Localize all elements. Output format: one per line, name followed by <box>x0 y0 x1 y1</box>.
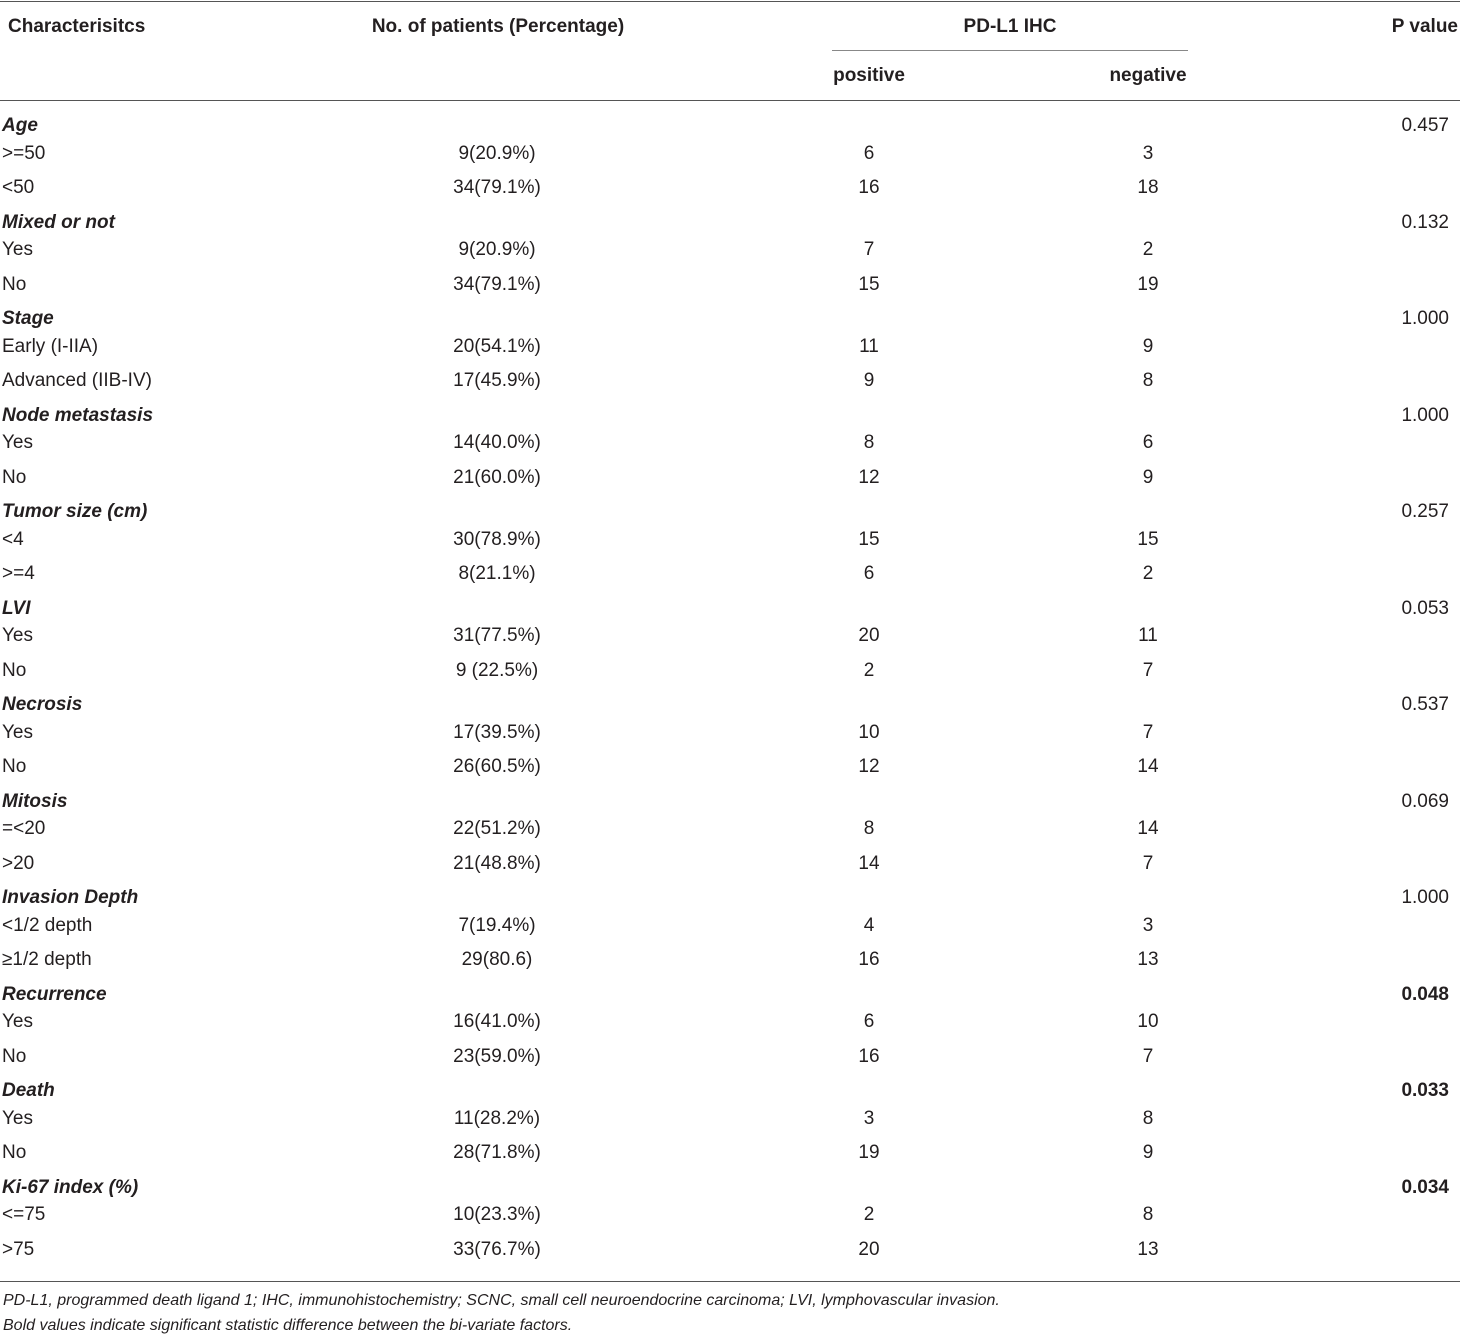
row-label: <4 <box>2 528 24 550</box>
negative-cell: 9 <box>1142 1142 1154 1163</box>
positive-cell: 7 <box>863 239 875 260</box>
patients-cell: 17(39.5%) <box>453 721 541 743</box>
positive-cell: 8 <box>863 818 875 839</box>
positive-cell: 19 <box>858 1142 880 1163</box>
patients-cell: 20(54.1%) <box>453 335 541 357</box>
category-label: Mitosis <box>2 790 68 812</box>
patients-cell: 9(20.9%) <box>458 239 536 260</box>
row-label: >75 <box>2 1238 35 1260</box>
row-label: Yes <box>2 625 33 646</box>
row-label: ≥1/2 depth <box>2 949 92 970</box>
positive-cell: 16 <box>858 177 880 198</box>
positive-cell: 10 <box>858 721 880 743</box>
patients-cell: 16(41.0%) <box>453 1011 541 1032</box>
negative-cell: 7 <box>1142 852 1154 874</box>
negative-cell: 8 <box>1142 1204 1154 1225</box>
negative-cell: 8 <box>1142 370 1154 391</box>
negative-cell: 10 <box>1137 1011 1159 1032</box>
p-value: 0.034 <box>1401 1176 1449 1198</box>
positive-cell: 4 <box>863 914 875 936</box>
category-label: Ki-67 index (%) <box>2 1176 139 1198</box>
positive-cell: 9 <box>863 370 875 391</box>
p-value: 0.069 <box>1401 790 1449 812</box>
positive-cell: 20 <box>858 625 880 646</box>
negative-cell: 3 <box>1142 914 1154 936</box>
row-label: Yes <box>2 721 33 743</box>
table-top-rule <box>0 1 1460 2</box>
negative-cell: 9 <box>1142 466 1154 488</box>
p-value: 1.000 <box>1401 887 1449 908</box>
header-negative: negative <box>1109 65 1187 86</box>
row-label: No <box>2 659 27 681</box>
header-positive: positive <box>833 65 905 86</box>
patients-cell: 9 (22.5%) <box>455 659 539 681</box>
p-value: 0.053 <box>1401 597 1449 619</box>
negative-cell: 2 <box>1142 563 1154 584</box>
footnote-abbreviations: PD-L1, programmed death ligand 1; IHC, immunohistochemistry; SCNC, small cell neuroendocrine carcinoma; LVI, lymphovascular invasion. <box>3 1292 1000 1309</box>
row-label: <=75 <box>2 1204 46 1225</box>
positive-cell: 6 <box>863 563 875 584</box>
positive-cell: 2 <box>863 1204 875 1225</box>
patients-cell: 21(48.8%) <box>453 852 541 874</box>
header-bottom-rule <box>0 100 1460 101</box>
p-value: 0.457 <box>1401 115 1449 136</box>
patients-cell: 11(28.2%) <box>453 1107 541 1129</box>
category-label: Tumor size (cm) <box>2 501 148 522</box>
category-label: Death <box>2 1080 55 1101</box>
patients-cell: 29(80.6) <box>461 949 533 970</box>
patients-cell: 10(23.3%) <box>453 1204 541 1225</box>
positive-cell: 8 <box>863 432 875 453</box>
negative-cell: 6 <box>1142 432 1154 453</box>
negative-cell: 14 <box>1137 818 1159 839</box>
p-value: 0.257 <box>1401 501 1449 522</box>
patients-cell: 33(76.7%) <box>453 1238 541 1260</box>
row-label: Early (I-IIA) <box>2 335 99 357</box>
p-value: 0.033 <box>1401 1080 1449 1101</box>
patients-cell: 14(40.0%) <box>453 432 541 453</box>
patients-cell: 8(21.1%) <box>458 563 536 584</box>
patients-cell: 30(78.9%) <box>453 528 541 550</box>
negative-cell: 15 <box>1137 528 1159 550</box>
category-label: Age <box>2 115 38 136</box>
negative-cell: 3 <box>1142 142 1154 164</box>
negative-cell: 18 <box>1137 177 1159 198</box>
header-characteristics: Characterisitcs <box>8 16 146 37</box>
negative-cell: 8 <box>1142 1107 1154 1129</box>
row-label: No <box>2 1045 27 1067</box>
category-label: Recurrence <box>2 983 107 1005</box>
negative-cell: 19 <box>1137 273 1159 295</box>
footnote-bold-note: Bold values indicate significant statistic difference between the bi-variate factors. <box>3 1317 573 1334</box>
positive-cell: 16 <box>858 1045 880 1067</box>
patients-cell: 21(60.0%) <box>453 466 541 488</box>
positive-cell: 6 <box>863 142 875 164</box>
group-header-rule <box>832 50 1188 51</box>
positive-cell: 12 <box>858 466 880 488</box>
row-label: >=50 <box>2 142 46 164</box>
positive-cell: 11 <box>859 335 879 357</box>
row-label: No <box>2 756 27 777</box>
row-label: No <box>2 273 27 295</box>
negative-cell: 13 <box>1137 1238 1159 1260</box>
category-label: LVI <box>2 597 31 619</box>
category-label: Stage <box>2 308 54 329</box>
table-bottom-rule <box>0 1281 1460 1282</box>
positive-cell: 16 <box>858 949 880 970</box>
patients-cell: 26(60.5%) <box>453 756 541 777</box>
positive-cell: 3 <box>863 1107 875 1129</box>
category-label: Mixed or not <box>2 211 115 233</box>
positive-cell: 12 <box>858 756 880 777</box>
row-label: <1/2 depth <box>2 914 93 936</box>
header-patients: No. of patients (Percentage) <box>371 16 625 37</box>
negative-cell: 7 <box>1142 659 1154 681</box>
positive-cell: 15 <box>858 528 880 550</box>
negative-cell: 9 <box>1142 335 1154 357</box>
p-value: 0.537 <box>1401 694 1449 715</box>
negative-cell: 14 <box>1137 756 1159 777</box>
positive-cell: 6 <box>863 1011 875 1032</box>
category-label: Necrosis <box>2 694 83 715</box>
patients-cell: 34(79.1%) <box>453 177 541 198</box>
p-value: 1.000 <box>1401 404 1449 426</box>
category-label: Invasion Depth <box>2 887 139 908</box>
row-label: Yes <box>2 1107 33 1129</box>
category-label: Node metastasis <box>2 404 154 426</box>
negative-cell: 2 <box>1142 239 1154 260</box>
patients-cell: 34(79.1%) <box>453 273 541 295</box>
patients-cell: 23(59.0%) <box>453 1045 541 1067</box>
row-label: Advanced (IIB-IV) <box>2 370 152 391</box>
row-label: <50 <box>2 177 35 198</box>
patients-cell: 17(45.9%) <box>453 370 541 391</box>
row-label: Yes <box>2 239 33 260</box>
p-value: 1.000 <box>1401 308 1449 329</box>
negative-cell: 7 <box>1142 721 1154 743</box>
row-label: No <box>2 466 27 488</box>
row-label: >=4 <box>2 563 35 584</box>
positive-cell: 14 <box>858 852 880 874</box>
p-value: 0.132 <box>1401 211 1449 233</box>
patients-cell: 31(77.5%) <box>453 625 541 646</box>
p-value: 0.048 <box>1401 983 1449 1005</box>
patients-cell: 22(51.2%) <box>453 818 541 839</box>
positive-cell: 2 <box>863 659 875 681</box>
header-pdl1-ihc: PD-L1 IHC <box>963 16 1057 37</box>
negative-cell: 11 <box>1138 625 1158 646</box>
positive-cell: 15 <box>858 273 880 295</box>
patients-cell: 28(71.8%) <box>453 1142 541 1163</box>
negative-cell: 7 <box>1142 1045 1154 1067</box>
row-label: Yes <box>2 432 33 453</box>
header-p-value: P value <box>1391 16 1458 37</box>
row-label: >20 <box>2 852 35 874</box>
row-label: =<20 <box>2 818 46 839</box>
row-label: No <box>2 1142 27 1163</box>
patients-cell: 7(19.4%) <box>458 914 536 936</box>
row-label: Yes <box>2 1011 33 1032</box>
negative-cell: 13 <box>1137 949 1159 970</box>
positive-cell: 20 <box>858 1238 880 1260</box>
patients-cell: 9(20.9%) <box>458 142 536 164</box>
